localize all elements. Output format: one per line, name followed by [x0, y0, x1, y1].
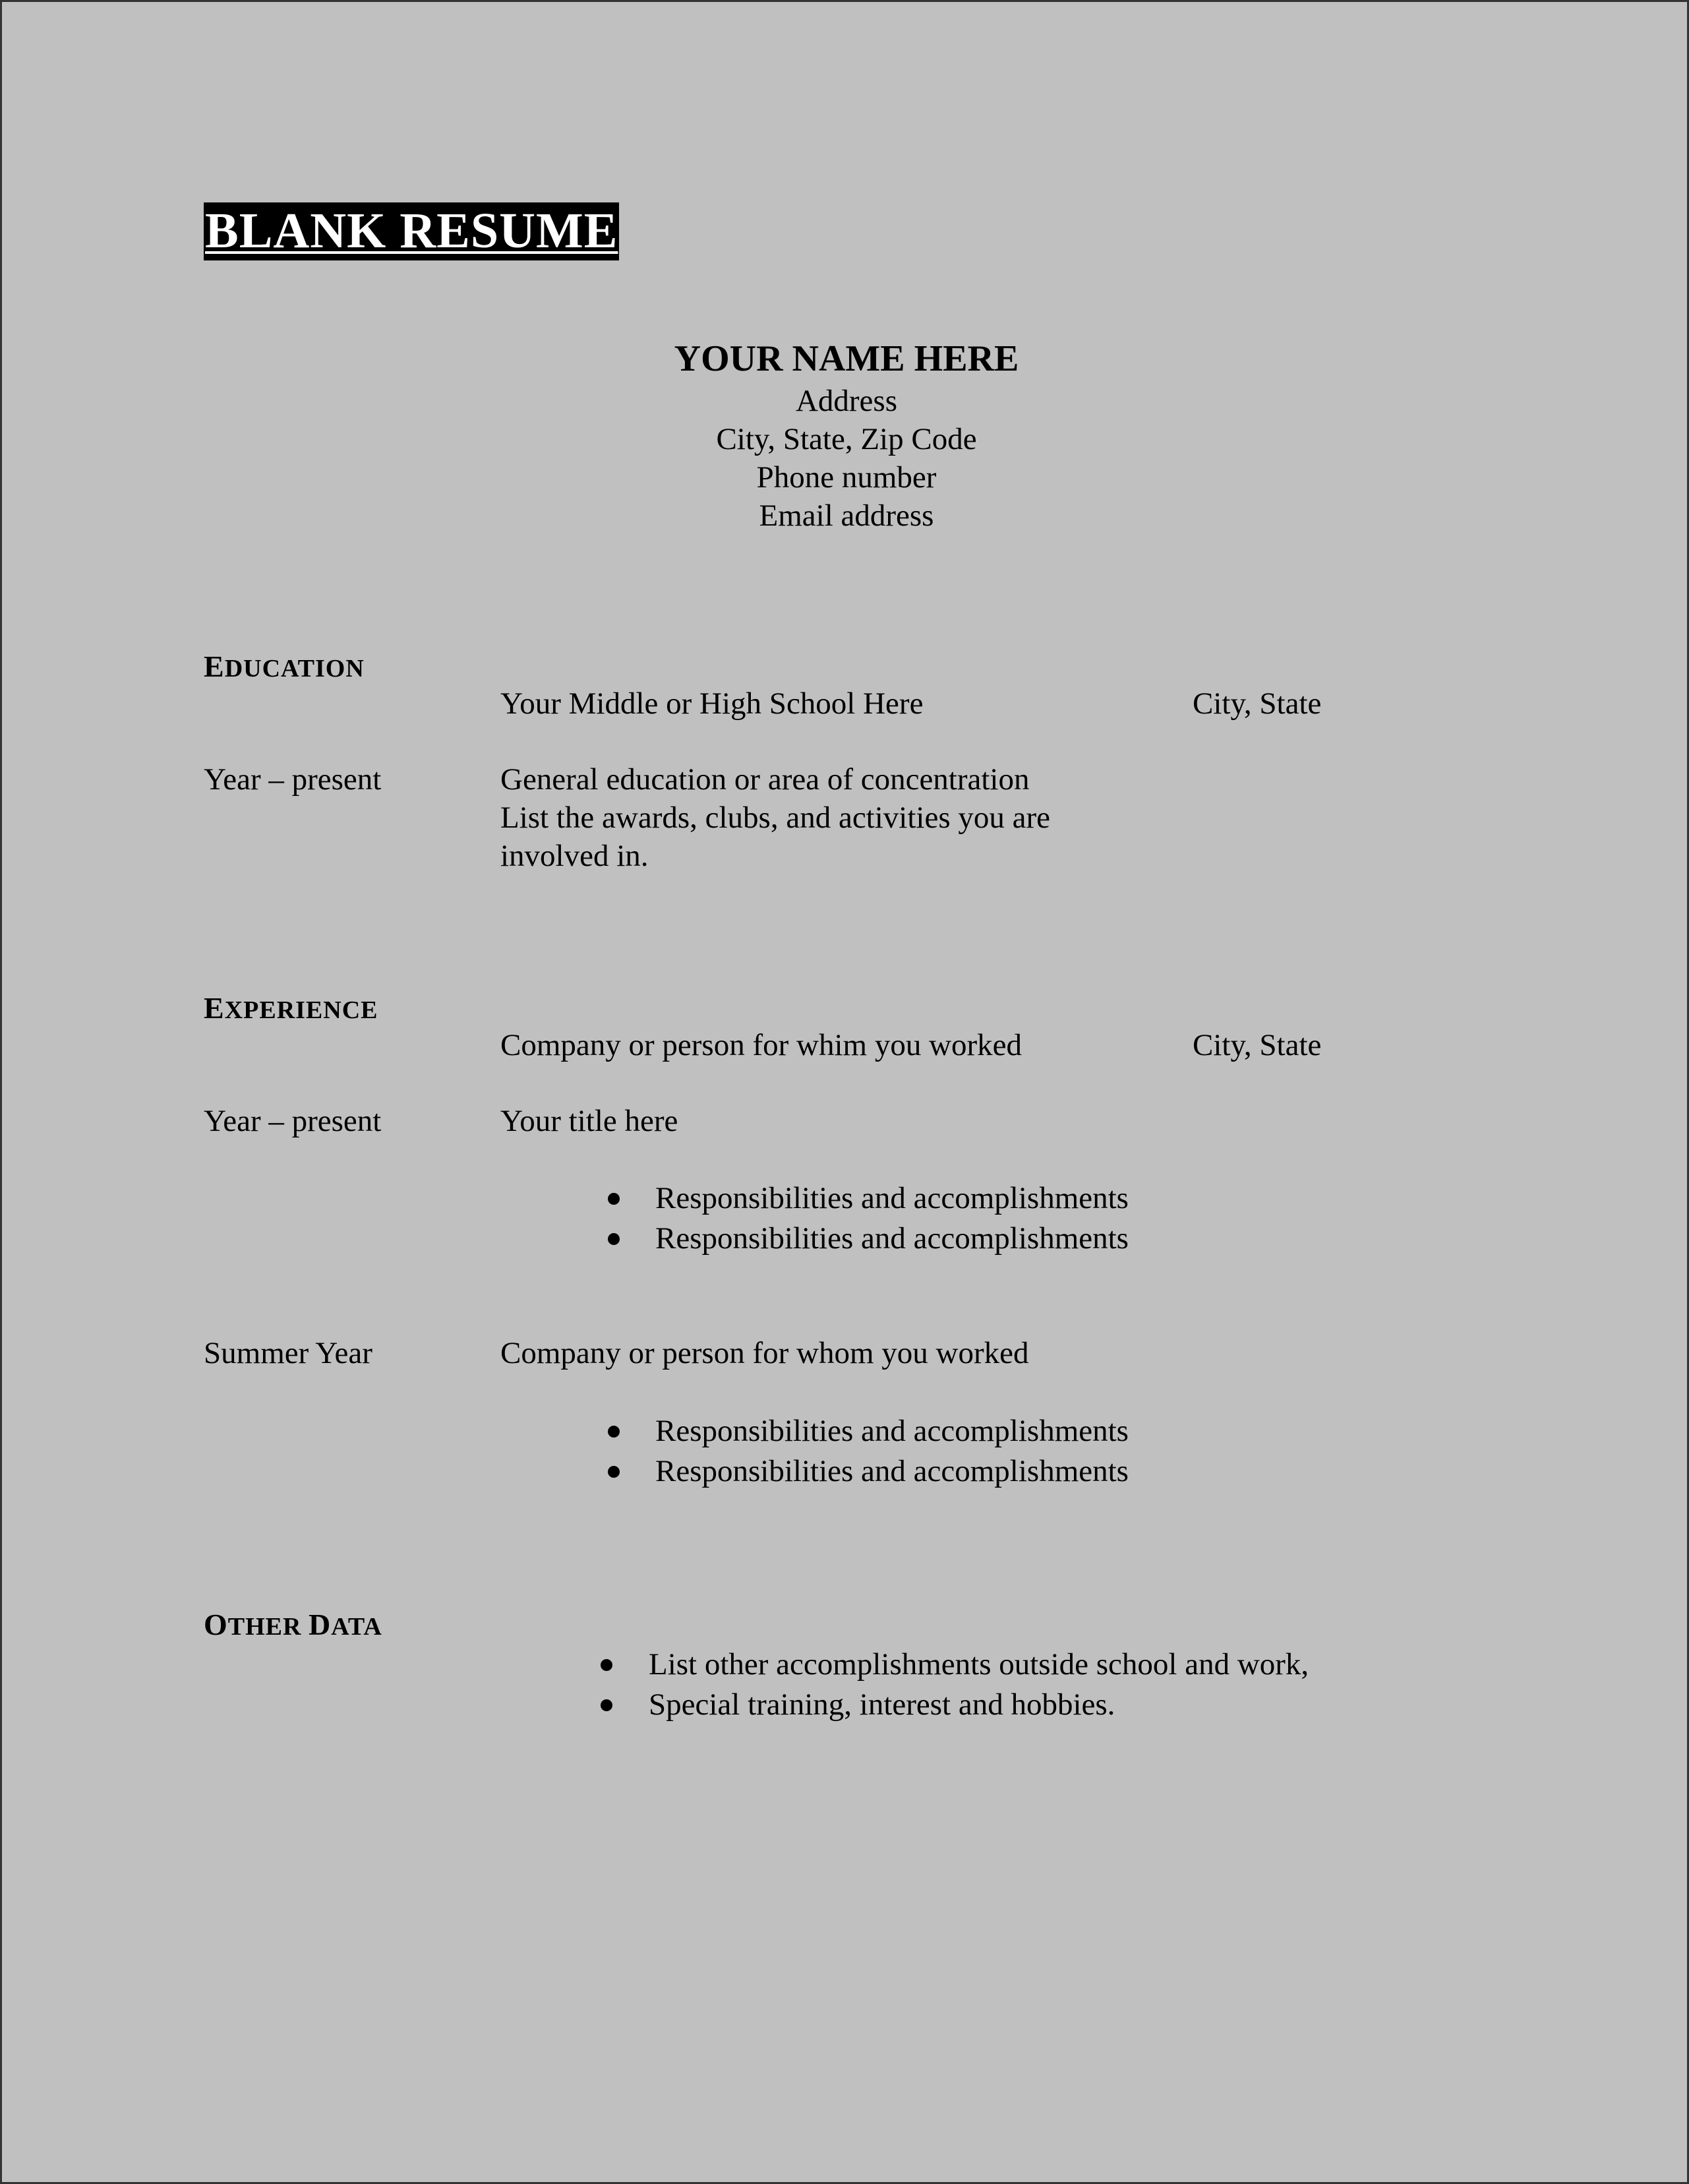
job-1-years: Year – present [204, 1104, 382, 1138]
education-heading-initial: E [204, 650, 225, 683]
bullet-icon [601, 1699, 612, 1711]
other-bullet-2-text: Special training, interest and hobbies. [649, 1687, 1115, 1722]
school-location: City, State [1193, 686, 1322, 721]
job-1-bullet-2 [655, 1219, 1129, 1258]
education-heading-rest: DUCATION [224, 655, 365, 682]
job-1-bullet-1-text: Responsibilities and accomplishments [655, 1181, 1129, 1215]
job-2-bullet-1-text: Responsibilities and accomplishments [655, 1414, 1129, 1448]
email-line: Email address [759, 499, 934, 533]
other-data-heading [204, 1606, 382, 1645]
education-detail-3: involved in. [500, 839, 649, 873]
phone-line: Phone number [756, 460, 937, 495]
bullet-icon [608, 1193, 620, 1205]
bullet-icon [608, 1466, 620, 1478]
job-1-location: City, State [1193, 1028, 1322, 1062]
bullet-icon [608, 1426, 620, 1438]
education-years: Year – present [204, 762, 382, 797]
job-2-years: Summer Year [204, 1336, 372, 1370]
job-1-bullet-2-text: Responsibilities and accomplishments [655, 1221, 1129, 1256]
other-bullet-1-text: List other accomplishments outside school and work, [649, 1647, 1309, 1682]
job-2-bullet-2-text: Responsibilities and accomplishments [655, 1454, 1129, 1488]
bullet-icon [608, 1233, 620, 1245]
job-2-company: Company or person for whom you worked [500, 1336, 1029, 1370]
education-detail-1: General education or area of concentration [500, 762, 1030, 797]
other-heading-rest-2: ATA [331, 1613, 382, 1641]
applicant-name: YOUR NAME HERE [674, 338, 1019, 379]
other-heading-rest-1: THER [227, 1613, 309, 1641]
job-2-bullet-2 [655, 1452, 1129, 1490]
education-heading [204, 648, 365, 687]
job-1-title: Your title here [500, 1104, 678, 1138]
bullet-icon [601, 1659, 612, 1671]
other-heading-initial-1: O [204, 1608, 228, 1641]
experience-heading [204, 990, 378, 1029]
banner-title: BLANK RESUME [204, 202, 619, 260]
education-detail-2: List the awards, clubs, and activities you are [500, 801, 1050, 835]
job-1-company: Company or person for whim you worked [500, 1028, 1022, 1062]
other-heading-initial-2: D [308, 1608, 332, 1641]
school-name: Your Middle or High School Here [500, 686, 924, 721]
contact-header [2, 336, 1689, 535]
other-bullet-2 [649, 1685, 1115, 1724]
city-state-zip-line: City, State, Zip Code [716, 422, 977, 456]
job-1-bullet-1 [655, 1179, 1129, 1217]
experience-heading-initial: E [204, 991, 225, 1025]
experience-heading-rest: XPERIENCE [224, 996, 378, 1024]
address-line: Address [795, 384, 898, 418]
other-bullet-1 [649, 1645, 1309, 1684]
job-2-bullet-1 [655, 1412, 1129, 1450]
